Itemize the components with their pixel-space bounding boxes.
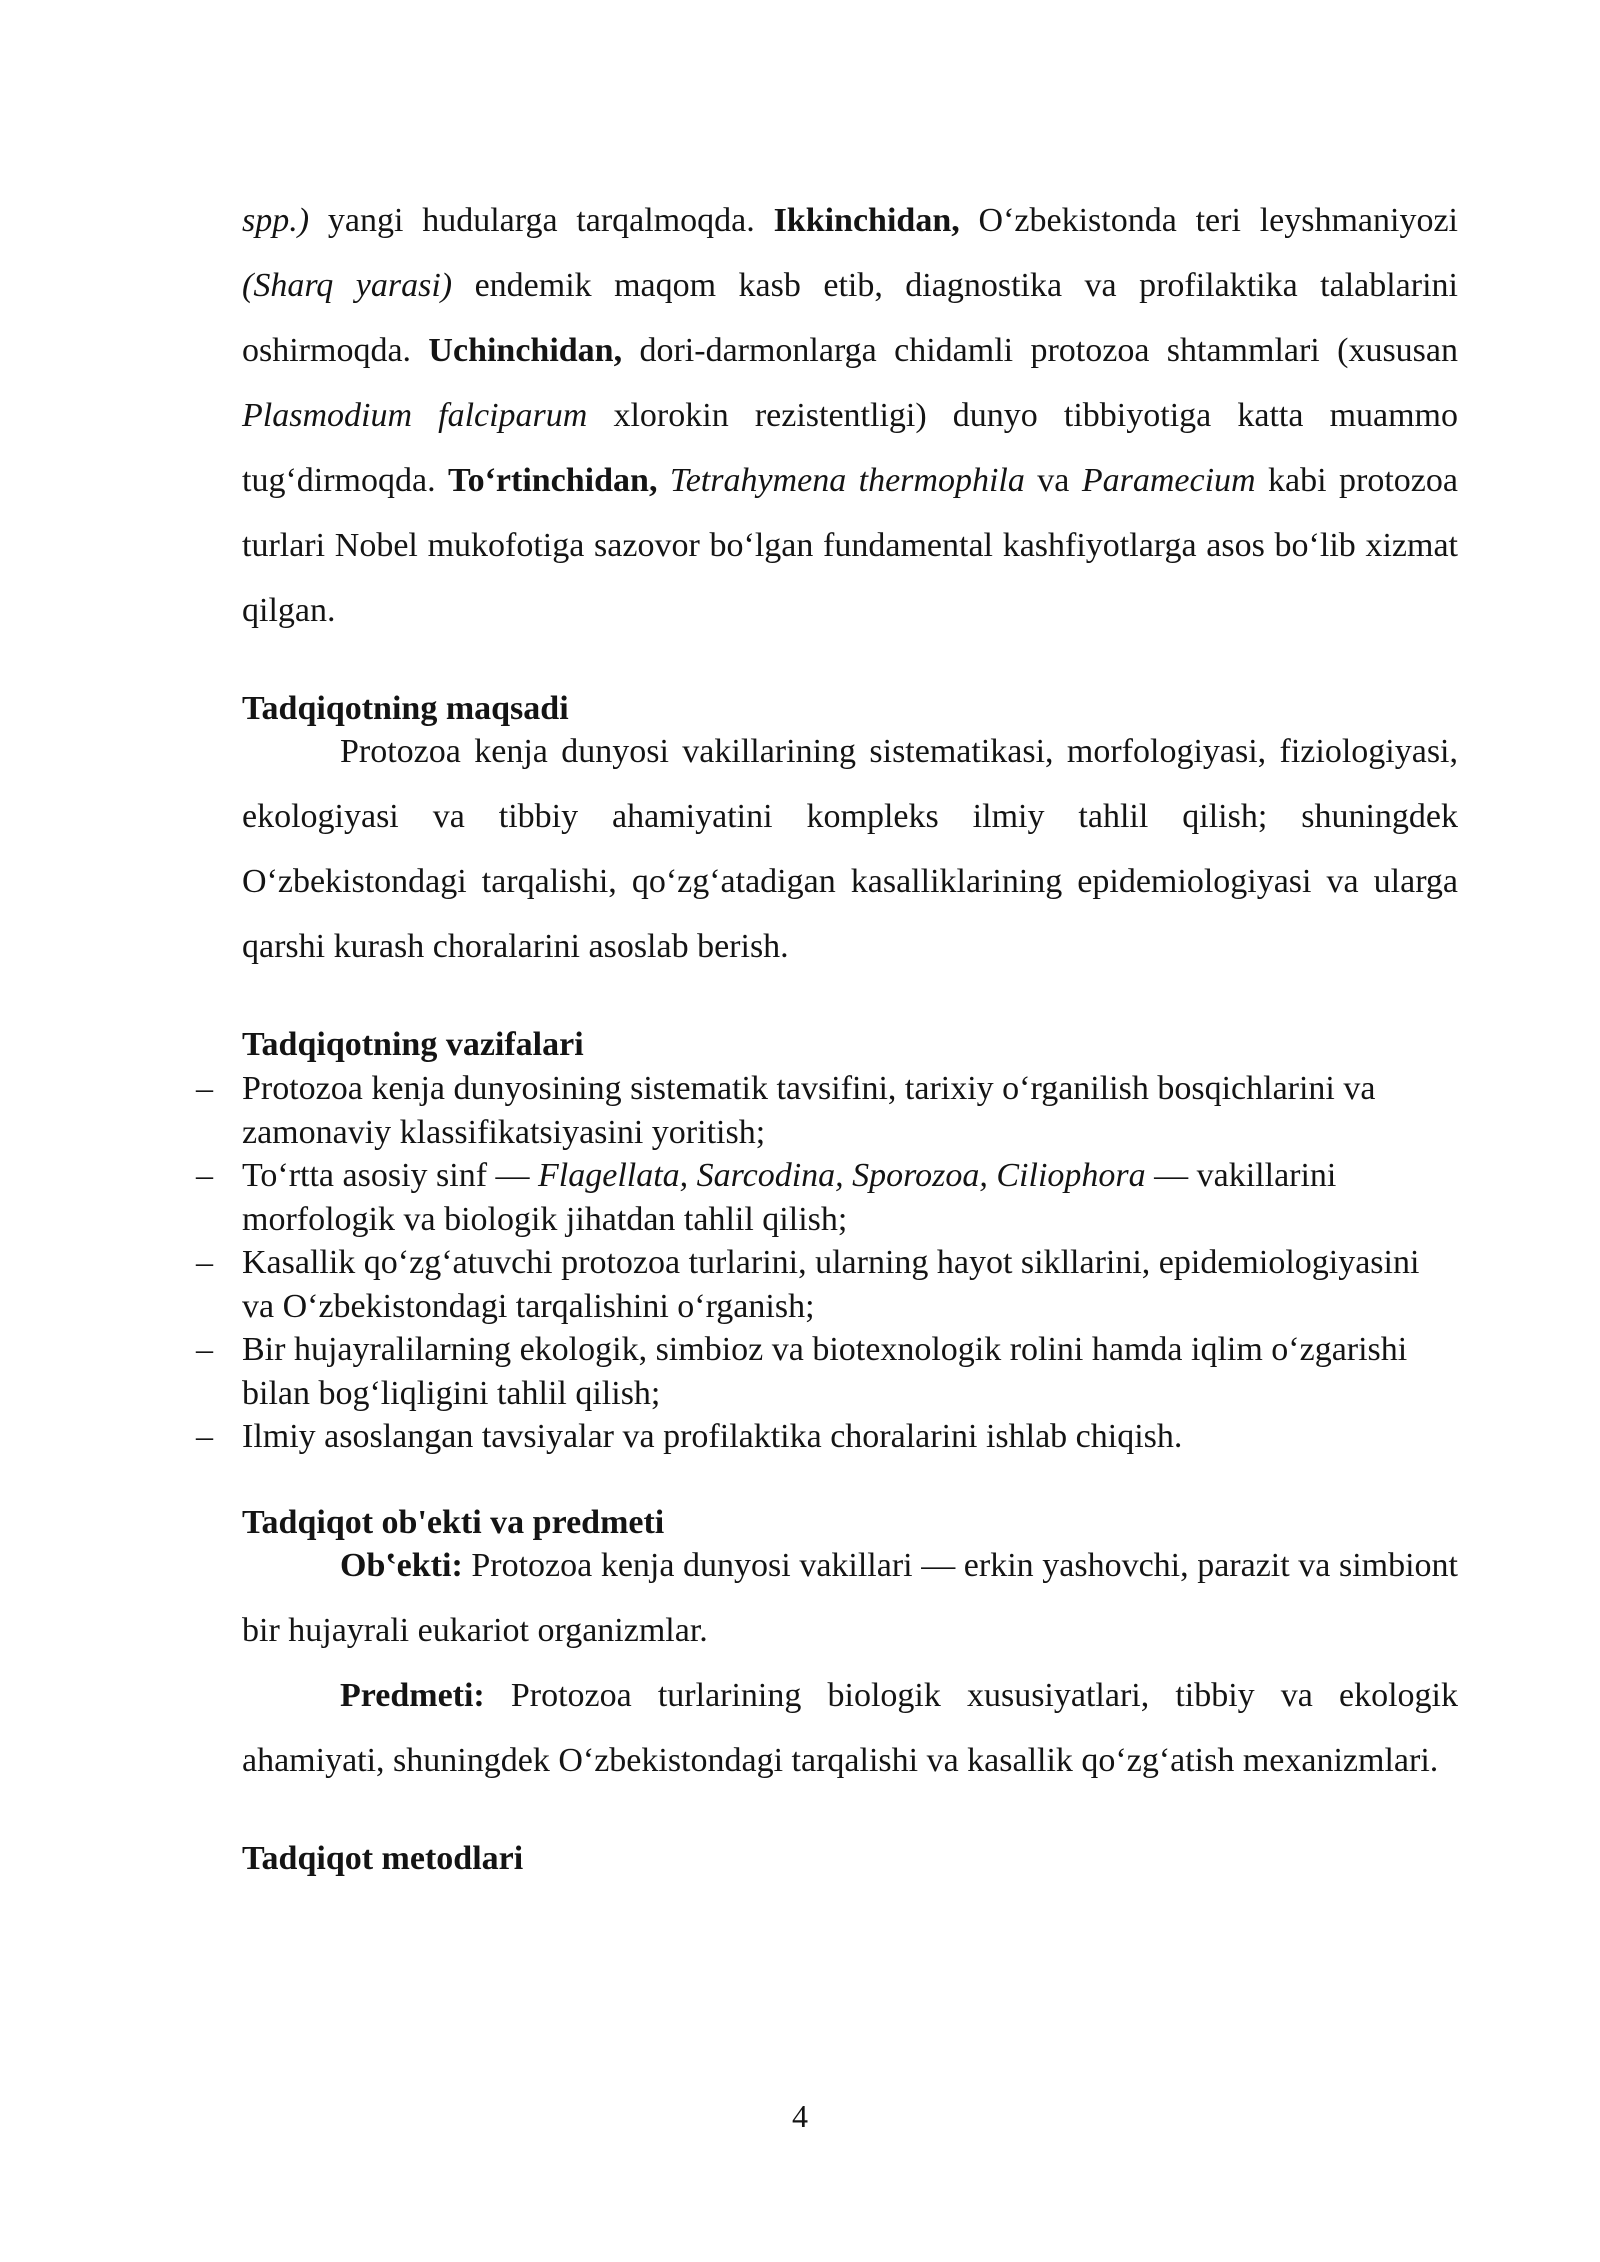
object-text: Protozoa kenja dunyosi vakillari — erkin yashovchi, parazit va simbiont bir hujayrali eukariot organizmlar. <box>242 1546 1458 1649</box>
intro-bold-tortinchidan: To‘rtinchidan, <box>448 462 658 499</box>
intro-italic-plasmodium: Plasmodium falciparum <box>242 397 588 434</box>
dash-bullet: – <box>196 1070 213 1107</box>
intro-text-3b: xlorokin rezistentligi) dunyo tibbiyotiga katta muammo tug‘dirmoqda. <box>242 397 1459 499</box>
task-italic-classes: Flagellata, Sarcodina, Sporozoa, Ciliophora <box>538 1157 1146 1194</box>
tasks-heading: Tadqiqotning vazifalari <box>242 1026 584 1063</box>
subject-text: Protozoa turlarining biologik xususiyatlari, tibbiy va ekologik ahamiyati, shuningdek O‘zbekistondagi tarqalishi va kasallik qo‘zg‘atish mexanizmlari. <box>242 1676 1458 1779</box>
task-item-4 <box>196 1328 1458 1415</box>
task-item-3 <box>196 1241 1458 1328</box>
intro-italic-tetrahymena: Tetrahymena thermophila <box>657 462 1025 499</box>
dash-bullet: – <box>196 1331 213 1368</box>
goal-paragraph: Protozoa kenja dunyosi vakillarining sistematikasi, morfologiyasi, fiziologiyasi, ekologiyasi va tibbiy ahamiyatini kompleks ilmiy tahlil qilish; shuningdek O‘zbekistondagi tarqalishi, qo‘zg‘atadigan kasalliklarining epidemiologiyasi va ularga qarshi kurash choralarini asoslab berish. <box>242 733 1458 965</box>
intro-text-2b: endemik maqom kasb etib, diagnostika va profilaktika talablarini oshirmoqda. <box>242 267 1458 369</box>
intro-text-4a: va <box>1024 462 1082 499</box>
intro-text-3a: dori-darmonlarga chidamli protozoa shtammlari (xususan <box>622 332 1459 369</box>
task-text-4: Bir hujayralilarning ekologik, simbioz va biotexnologik rolini hamda iqlim o‘zgarishi bilan bog‘liqligini tahlil qilish; <box>242 1331 1408 1412</box>
intro-italic-paramecium: Paramecium <box>1081 462 1256 499</box>
task-text-3: Kasallik qo‘zg‘atuvchi protozoa turlarini, ularning hayot sikllarini, epidemiologiyasini va O‘zbekistondagi tarqalishini o‘rganish; <box>242 1244 1420 1325</box>
object-label: Obʽekti: <box>340 1546 463 1584</box>
intro-text-1: yangi hudularga tarqalmoqda. <box>309 202 774 239</box>
intro-text-2a: O‘zbekistonda teri leyshmaniyozi <box>959 202 1458 239</box>
intro-italic-sharq-yarasi: (Sharq yarasi) <box>242 267 453 304</box>
task-item-5 <box>196 1415 1458 1459</box>
object-heading: Tadqiqot ob'ekti va predmeti <box>242 1503 665 1541</box>
task-item-2 <box>196 1154 1458 1241</box>
task-text-2b: — vakillarini morfologik va biologik jihatdan tahlil qilish; <box>242 1157 1337 1238</box>
dash-bullet: – <box>196 1157 213 1194</box>
page-content <box>196 188 1459 1881</box>
task-text-1: Protozoa kenja dunyosining sistematik tavsifini, tarixiy o‘rganilish bosqichlarini va zamonaviy klassifikatsiyasini yoritish; <box>242 1070 1376 1151</box>
page-number: 4 <box>792 2098 808 2134</box>
subject-paragraph <box>242 1663 1458 1793</box>
intro-text-4b: kabi protozoa turlari Nobel mukofotiga sazovor bo‘lgan fundamental kashfiyotlarga asos bo‘lib xizmat qilgan. <box>242 462 1458 629</box>
object-paragraph <box>242 1533 1458 1663</box>
dash-bullet: – <box>196 1244 213 1281</box>
task-item-1 <box>196 1067 1458 1154</box>
intro-paragraph <box>242 188 1458 643</box>
intro-bold-ikkinchidan: Ikkinchidan, <box>773 202 960 239</box>
intro-italic-spp: spp.) <box>242 202 310 239</box>
task-text-5: Ilmiy asoslangan tavsiyalar va profilaktika choralarini ishlab chiqish. <box>242 1418 1183 1455</box>
subject-label: Predmeti: <box>340 1676 485 1714</box>
methods-heading: Tadqiqot metodlari <box>242 1839 524 1877</box>
intro-bold-uchinchidan: Uchinchidan, <box>428 332 623 369</box>
tasks-list <box>196 1067 1458 1459</box>
task-text-2a: To‘rtta asosiy sinf — <box>242 1157 539 1194</box>
goal-heading: Tadqiqotning maqsadi <box>242 690 569 727</box>
dash-bullet: – <box>196 1418 213 1455</box>
